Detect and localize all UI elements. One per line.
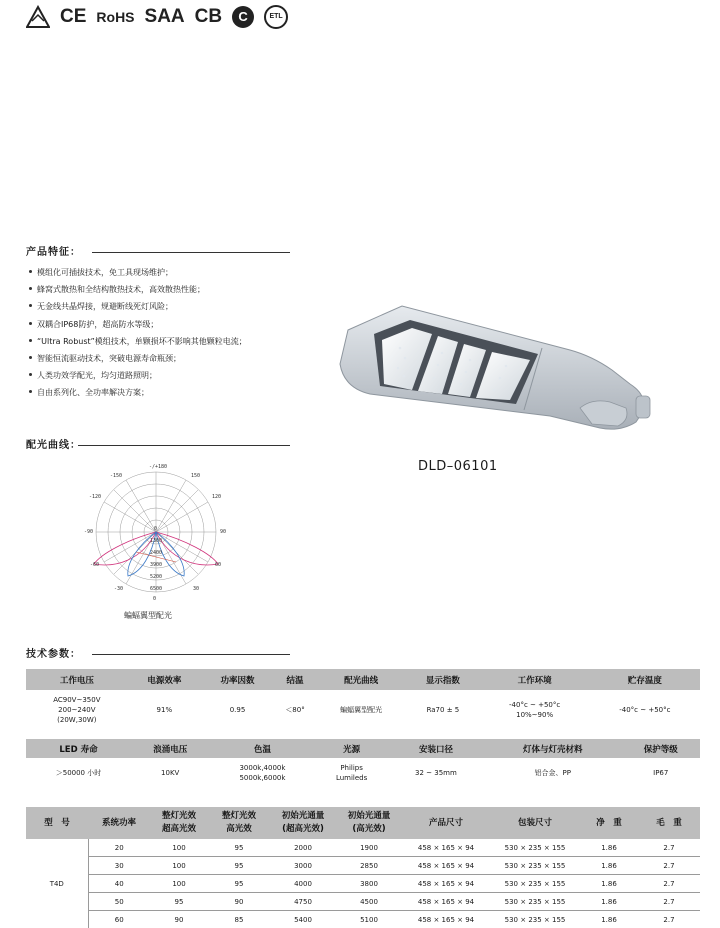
cct-cell: 3000k,4000k 5000k,6000k <box>209 758 315 788</box>
ccc-mark-icon: C <box>232 6 254 28</box>
table-cell: 100 <box>150 875 208 893</box>
table-row <box>26 839 700 857</box>
table-cell: 530 × 235 × 155 <box>490 875 580 893</box>
table-cell: 3000 <box>270 857 336 875</box>
voltage-cell: AC90V~350V 200~240V (20W,30W) <box>26 690 128 730</box>
column-header: 工作电压 <box>26 669 128 690</box>
angle-label: 30 <box>193 586 199 592</box>
table-row <box>26 857 700 875</box>
table-cell: 4500 <box>336 893 402 911</box>
specs-rule <box>92 654 290 655</box>
table-cell: 2850 <box>336 857 402 875</box>
column-header: 整灯光效 超高光效 <box>150 807 208 839</box>
polar-distribution-chart <box>80 460 240 608</box>
feature-item: “Ultra Robust”模组技术，单颗损坏不影响其他颗粒电流； <box>26 333 247 350</box>
column-header: 结温 <box>274 669 316 690</box>
cri-cell: Ra70 ± 5 <box>406 690 479 730</box>
features-rule <box>92 252 290 253</box>
column-header: 贮存温度 <box>590 669 700 690</box>
feature-item: 无金线共晶焊接，规避断线死灯风险； <box>26 298 247 315</box>
radial-label: 3900 <box>150 562 162 568</box>
light-curve-title: 配光曲线： <box>26 436 81 451</box>
column-header: 整灯光效 高光效 <box>208 807 270 839</box>
column-header: 工作环境 <box>480 669 590 690</box>
power-factor-cell: 0.95 <box>201 690 274 730</box>
column-header: 初始光通量 (高光效) <box>336 807 402 839</box>
electrical-spec-table <box>26 669 700 730</box>
table-row <box>26 893 700 911</box>
table-cell: 1.86 <box>580 911 638 928</box>
table-cell: 530 × 235 × 155 <box>490 839 580 857</box>
table-cell: 2.7 <box>638 911 700 928</box>
table-cell: 5400 <box>270 911 336 928</box>
specs-title: 技术参数： <box>26 645 81 660</box>
table-cell: 95 <box>150 893 208 911</box>
radial-label: 2400 <box>150 550 162 556</box>
column-header: 灯体与灯壳材料 <box>484 739 621 758</box>
ce-mark: CE <box>60 5 86 29</box>
column-header: 显示指数 <box>406 669 479 690</box>
column-header: 安装口径 <box>388 739 484 758</box>
model-cell: T4D <box>26 839 88 928</box>
column-header: 系统功率 <box>88 807 150 839</box>
table-cell: 95 <box>208 875 270 893</box>
mount-cell: 32 ~ 35mm <box>388 758 484 788</box>
light-curve-rule <box>78 445 290 446</box>
model-name: DLD–06101 <box>418 459 498 474</box>
feature-item: 智能恒流驱动技术，突破电源寿命瓶颈； <box>26 350 247 367</box>
source-cell: Philips Lumileds <box>315 758 387 788</box>
feature-item: 人类功效学配光，均匀道路照明； <box>26 367 247 384</box>
angle-label: -120 <box>89 494 101 500</box>
column-header: 配光曲线 <box>316 669 406 690</box>
table-cell: 458 × 165 × 94 <box>402 839 490 857</box>
general-spec-table <box>26 739 700 788</box>
table-cell: 1.86 <box>580 875 638 893</box>
table-cell: 85 <box>208 911 270 928</box>
table-cell: 95 <box>208 839 270 857</box>
radial-label: 0 <box>154 526 157 532</box>
angle-label: -30 <box>114 586 123 592</box>
table-cell: 40 <box>88 875 150 893</box>
radial-label: 5200 <box>150 574 162 580</box>
angle-label: 90 <box>220 529 226 535</box>
cb-mark: CB <box>195 5 222 29</box>
table-cell: 90 <box>150 911 208 928</box>
table-cell: 1.86 <box>580 839 638 857</box>
table-cell: 5100 <box>336 911 402 928</box>
column-header: 功率因数 <box>201 669 274 690</box>
storage-temp-cell: -40°c ~ +50°c <box>590 690 700 730</box>
table-cell: 1900 <box>336 839 402 857</box>
table-cell: 2.7 <box>638 893 700 911</box>
table-cell: 60 <box>88 911 150 928</box>
rohs-mark: RoHS <box>96 5 134 29</box>
radial-label: 1300 <box>150 538 162 544</box>
table-cell: 30 <box>88 857 150 875</box>
angle-label: 120 <box>212 494 221 500</box>
column-header: 保护等级 <box>621 739 700 758</box>
table-cell: 50 <box>88 893 150 911</box>
table-cell: 100 <box>150 857 208 875</box>
column-header: 光源 <box>315 739 387 758</box>
table-cell: 530 × 235 × 155 <box>490 911 580 928</box>
column-header: LED 寿命 <box>26 739 131 758</box>
table-cell: 2.7 <box>638 875 700 893</box>
table-cell: 458 × 165 × 94 <box>402 893 490 911</box>
material-cell: 铝合金、PP <box>484 758 621 788</box>
feature-item: 模组化可插拔技术，免工具现场维护； <box>26 264 247 281</box>
column-header: 毛 重 <box>638 807 700 839</box>
table-cell: 2.7 <box>638 857 700 875</box>
feature-item: 双耦合IP68防护，超高防水等级； <box>26 316 247 333</box>
surge-cell: 10KV <box>131 758 209 788</box>
angle-label: 60 <box>215 562 221 568</box>
table-cell: 95 <box>208 857 270 875</box>
ip-cell: IP67 <box>621 758 700 788</box>
angle-label: -90 <box>84 529 93 535</box>
feature-item: 蜂窝式散热和全结构散热技术，高效散热性能； <box>26 281 247 298</box>
table-cell: 3800 <box>336 875 402 893</box>
lifetime-cell: ＞50000 小时 <box>26 758 131 788</box>
table-row <box>26 758 700 788</box>
table-cell: 4750 <box>270 893 336 911</box>
table-row <box>26 911 700 928</box>
angle-label: -/+180 <box>149 464 167 470</box>
table-cell: 458 × 165 × 94 <box>402 911 490 928</box>
angle-label: -60 <box>90 562 99 568</box>
table-row <box>26 690 700 730</box>
features-list <box>26 264 247 402</box>
table-cell: 1.86 <box>580 893 638 911</box>
street-light-image <box>330 298 660 448</box>
column-header: 型 号 <box>26 807 88 839</box>
saa-mark: SAA <box>145 5 185 29</box>
column-header: 产品尺寸 <box>402 807 490 839</box>
table-cell: 20 <box>88 839 150 857</box>
table-cell: 530 × 235 × 155 <box>490 893 580 911</box>
table-cell: 2000 <box>270 839 336 857</box>
certification-logos <box>26 4 288 30</box>
column-header: 色温 <box>209 739 315 758</box>
angle-label: 150 <box>191 473 200 479</box>
table-cell: 1.86 <box>580 857 638 875</box>
column-header: 浪涌电压 <box>131 739 209 758</box>
angle-label: 0 <box>153 596 156 602</box>
model-spec-table <box>26 807 700 928</box>
column-header: 净 重 <box>580 807 638 839</box>
table-cell: 530 × 235 × 155 <box>490 857 580 875</box>
table-cell: 458 × 165 × 94 <box>402 875 490 893</box>
distribution-cell: 蝙蝠翼型配光 <box>316 690 406 730</box>
efficiency-cell: 91% <box>128 690 201 730</box>
junction-temp-cell: ＜80° <box>274 690 316 730</box>
feature-item: 自由系列化、全功率解决方案； <box>26 384 247 401</box>
polar-chart-caption: 蝙蝠翼型配光 <box>124 610 172 621</box>
table-row <box>26 875 700 893</box>
table-cell: 4000 <box>270 875 336 893</box>
table-cell: 458 × 165 × 94 <box>402 857 490 875</box>
column-header: 包装尺寸 <box>490 807 580 839</box>
radial-label: 6500 <box>150 586 162 592</box>
features-title: 产品特征： <box>26 243 81 258</box>
etl-mark-icon: ETL <box>264 5 288 29</box>
column-header: 初始光通量 (超高光效) <box>270 807 336 839</box>
table-cell: 2.7 <box>638 839 700 857</box>
table-cell: 90 <box>208 893 270 911</box>
environment-cell: -40°c ~ +50°c 10%~90% <box>480 690 590 730</box>
column-header: 电源效率 <box>128 669 201 690</box>
angle-label: -150 <box>110 473 122 479</box>
table-cell: 100 <box>150 839 208 857</box>
tuv-mark-icon <box>26 5 50 29</box>
